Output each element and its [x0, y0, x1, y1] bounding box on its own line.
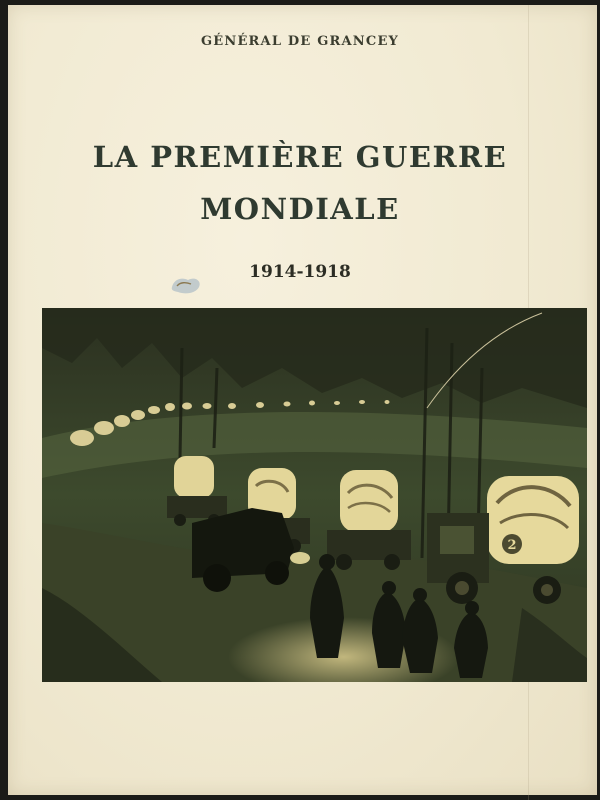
book-years: 1914-1918: [249, 262, 351, 282]
cover-stain: [168, 273, 204, 297]
truck-number: 2: [507, 538, 517, 553]
book-title-line-1: LA PREMIÈRE GUERRE: [92, 140, 508, 174]
cover-illustration: [42, 308, 587, 682]
book-title-line-2: MONDIALE: [200, 192, 400, 226]
convoy-illustration: [42, 308, 587, 682]
author-name: GÉNÉRAL DE GRANCEY: [200, 34, 400, 49]
